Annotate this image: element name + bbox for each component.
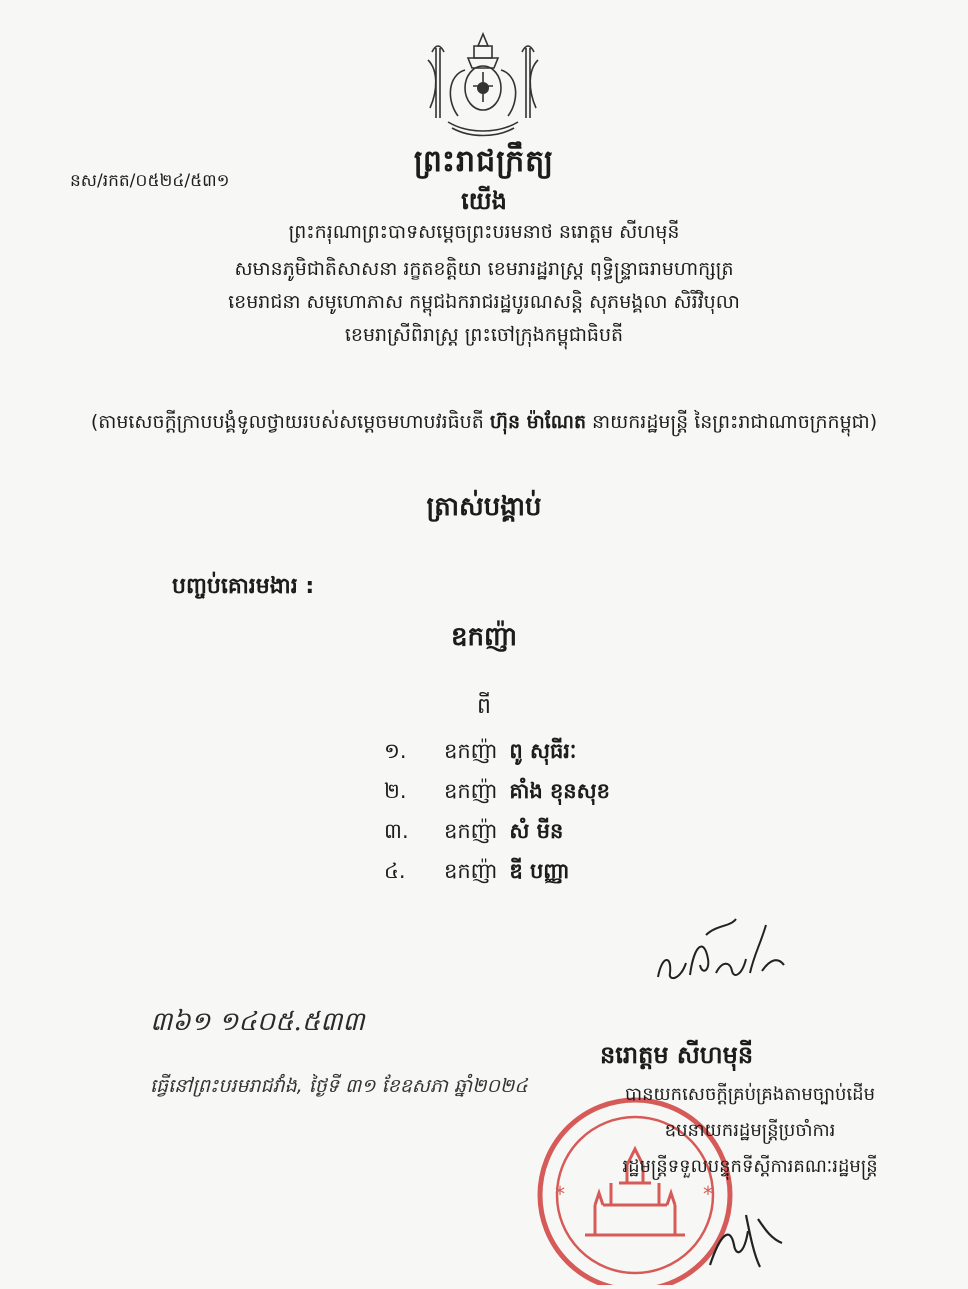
svg-text:*: * <box>703 1182 713 1206</box>
honorific-title: ឧកញ៉ា <box>450 622 517 652</box>
we-heading: យើង <box>461 187 507 215</box>
signer-name: នរោត្តម សីហមុនី <box>600 1041 754 1069</box>
item-number: ១. <box>384 739 407 763</box>
item-title: ឧកញ៉ា <box>444 739 498 763</box>
svg-text:*: * <box>555 1182 565 1206</box>
item-number: ២. <box>384 779 407 803</box>
recipient-list <box>384 738 610 898</box>
item-number: ៤. <box>384 859 406 883</box>
reference-number: នស/រកត/០៥២៤/៥៣១ <box>70 171 230 191</box>
item-name: សំ មីន <box>509 819 564 843</box>
from-label: ពី <box>477 694 491 719</box>
king-title-line-3: ខេមរាជនា សមូហោភាស កម្ពុជឯករាជរដ្ឋបូរណសន្តិ សុភមង្គលា សិរីវិបុលា <box>228 291 740 313</box>
proposal-prefix: (តាមសេចក្តីក្រាបបង្គំទូលថ្វាយរបស់សម្តេចមហាបវរធិបតី <box>90 411 490 433</box>
king-title-line-1: ព្រះករុណាព្រះបាទសម្តេចព្រះបរមនាថ នរោត្តម សីហមុនី <box>288 221 680 243</box>
proposal-suffix: នាយករដ្ឋមន្ត្រី នៃព្រះរាជាណាចក្រកម្ពុជា) <box>586 411 878 433</box>
item-title: ឧកញ៉ា <box>444 859 498 883</box>
king-title-line-2: សមានភូមិជាតិសាសនា រក្ខតខត្តិយា ខេមរារដ្ឋរាស្ត្រ ពុទ្ធិន្ទ្រាធរាមហាក្សត្រ <box>234 258 734 280</box>
item-number: ៣. <box>384 819 409 843</box>
list-item <box>384 738 610 778</box>
proposal-line <box>0 410 968 438</box>
decree-heading: ត្រាស់បង្គាប់ <box>426 492 542 522</box>
registration-number: ៣៦១ ១៤០៥.៥៣៣ <box>150 1007 365 1037</box>
item-title: ឧកញ៉ា <box>444 779 498 803</box>
date-line: ធ្វើនៅព្រះបរមរាជវាំង, ថ្ងៃទី ៣១ ខែឧសភា ឆ្នាំ២០២៤ <box>150 1075 528 1097</box>
list-item <box>384 778 610 818</box>
list-item <box>384 818 610 858</box>
king-title-line-4: ខេមរាស្រីពិរាស្ត្រ ព្រះចៅក្រុងកម្ពុជាធិបតី <box>344 324 624 346</box>
document-title: ព្រះរាជក្រឹត្យ <box>413 144 555 179</box>
cosign-line-3: រដ្ឋមន្ត្រីទទួលបន្ទុកទីស្តីការគណៈរដ្ឋមន្ត្រី <box>622 1156 878 1177</box>
item-name: ឌី បញ្ញា <box>509 859 570 883</box>
handwritten-signature-icon <box>646 915 796 995</box>
cosign-signature-icon <box>700 1195 790 1275</box>
item-title: ឧកញ៉ា <box>444 819 498 843</box>
order-label: បញ្ចប់គោរមងារ : <box>172 574 315 599</box>
cosign-block <box>560 1082 940 1190</box>
prime-minister-name: ហ៊ុន ម៉ាណែត <box>489 411 587 433</box>
item-name: ពូ សុធីរៈ <box>509 739 577 763</box>
item-name: គាំង ខុនសុខ <box>509 779 610 803</box>
royal-coat-of-arms-icon <box>418 30 548 140</box>
cosign-line-1: បានយកសេចក្តីគ្រប់គ្រងតាមច្បាប់ដើម <box>624 1084 876 1105</box>
cosign-line-2: ឧបនាយករដ្ឋមន្ត្រីប្រចាំការ <box>664 1120 836 1141</box>
list-item <box>384 858 610 898</box>
